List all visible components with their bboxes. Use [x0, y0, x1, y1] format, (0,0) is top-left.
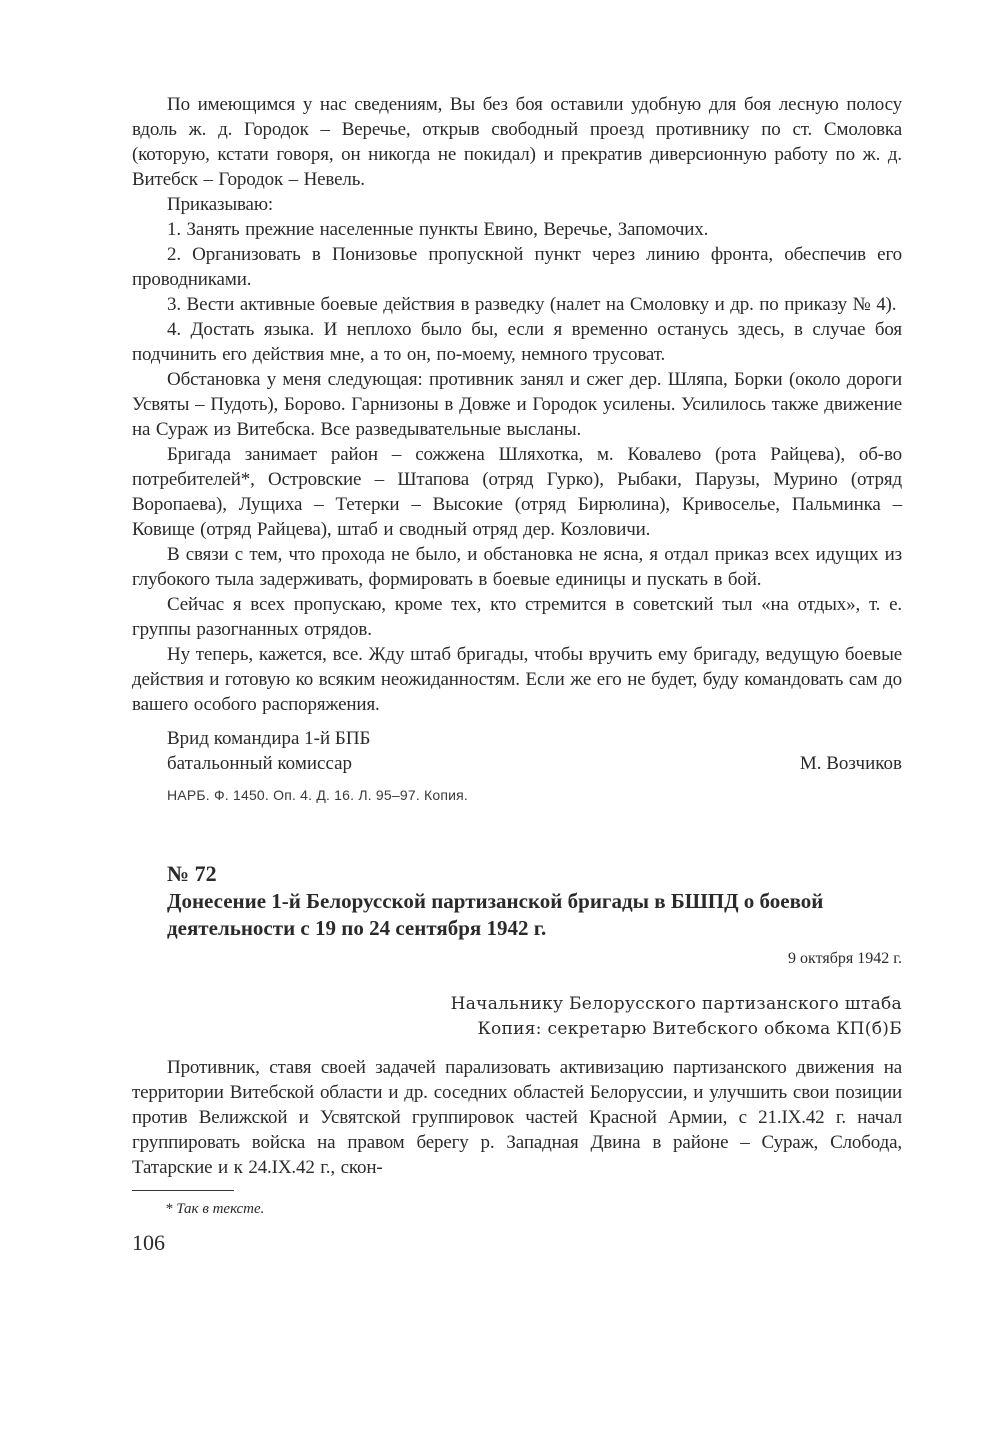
signatory-name: М. Возчиков	[799, 753, 902, 774]
document-page	[132, 92, 902, 1257]
paragraph: Противник, ставя своей задачей парализовать активизацию партизанского движения на территории Витебской области и др. соседних областей Белоруссии, и улучшить свои позиции против Велижской и Усвятской группировок частей Красной Армии, с 21.IX.42 г. начал группировать войска на правом берегу р. Западная Двина в районе – Сураж, Слобода, Татарские и к 24.IX.42 г., скон-	[132, 1057, 902, 1178]
paragraph: Приказываю:	[167, 194, 274, 215]
document-72-body	[132, 1055, 902, 1180]
addressee-block	[132, 992, 902, 1042]
document-72-header	[132, 860, 902, 942]
paragraph: Сейчас я всех пропускаю, кроме тех, кто стремится в советский тыл «на отдых», т. е. группы разогнанных отрядов.	[132, 594, 902, 640]
document-71-body	[132, 92, 902, 717]
paragraph: Бригада занимает район – сожжена Шляхотка, м. Ковалево (рота Райцева), об-во потребителей*, Островские – Штапова (отряд Гурко), Рыбаки, Парузы, Мурино (отряд Воропаева), Лущиха – Тетерки – Высокие (отряд Бирюлина), Кривоселье, Пальминка – Ковище (отряд Райцева), штаб и сводный отряд дер. Козловичи.	[132, 444, 902, 540]
signatory-rank: батальонный комиссар	[167, 753, 353, 774]
document-title: Донесение 1-й Белорусской партизанской бригады в БШПД о боевой деятельности с 19 по 24 сентября 1942 г.	[167, 889, 824, 940]
order-item: 1. Занять прежние населенные пункты Евино, Веречье, Запомочих.	[167, 219, 709, 240]
paragraph: По имеющимся у нас сведениям, Вы без боя оставили удобную для боя лесную полосу вдоль ж. д. Городок – Веречье, открыв свободный проезд противнику по ст. Смоловка (которую, кстати говоря, он никогда не покидал) и прекратив диверсионную работу по ж. д. Витебск – Городок – Невель.	[132, 94, 902, 190]
paragraph: В связи с тем, что прохода не было, и обстановка не ясна, я отдал приказ всех идущих из глубокого тыла задерживать, формировать в боевые единицы и пускать в бой.	[132, 544, 902, 590]
order-item: 2. Организовать в Понизовье пропускной пункт через линию фронта, обеспечив его проводниками.	[132, 244, 902, 290]
footnote-divider	[132, 1190, 234, 1191]
paragraph: Ну теперь, кажется, все. Жду штаб бригады, чтобы вручить ему бригаду, ведущую боевые действия и готовую ко всяким неожиданностям. Если же его не будет, буду командовать сам до вашего особого распоряжения.	[132, 644, 902, 715]
archive-reference: НАРБ. Ф. 1450. Оп. 4. Д. 16. Л. 95–97. Копия.	[167, 787, 469, 803]
paragraph: Обстановка у меня следующая: противник занял и сжег дер. Шляпа, Борки (около дороги Усвяты – Пудоть), Борово. Гарнизоны в Довже и Городок усилены. Усилилось также движение на Сураж из Витебска. Все разведывательные высланы.	[132, 369, 902, 440]
document-number: № 72	[167, 861, 217, 886]
document-date: 9 октября 1942 г.	[788, 950, 902, 967]
footnote: * Так в тексте.	[165, 1201, 265, 1217]
addressee-copy: Копия: секретарю Витебского обкома КП(б)Б	[477, 1019, 902, 1039]
signatory-title: Врид командира 1-й БПБ	[167, 728, 371, 749]
addressee-primary: Начальнику Белорусского партизанского штаба	[450, 994, 902, 1014]
order-item: 3. Вести активные боевые действия в разведку (налет на Смоловку и др. по приказу № 4).	[167, 294, 897, 315]
signature-block	[132, 726, 902, 776]
page-number: 106	[132, 1230, 165, 1255]
order-item: 4. Достать языка. И неплохо было бы, если я временно останусь здесь, в случае боя подчинить его действия мне, а то он, по-моему, немного трусоват.	[132, 319, 902, 365]
